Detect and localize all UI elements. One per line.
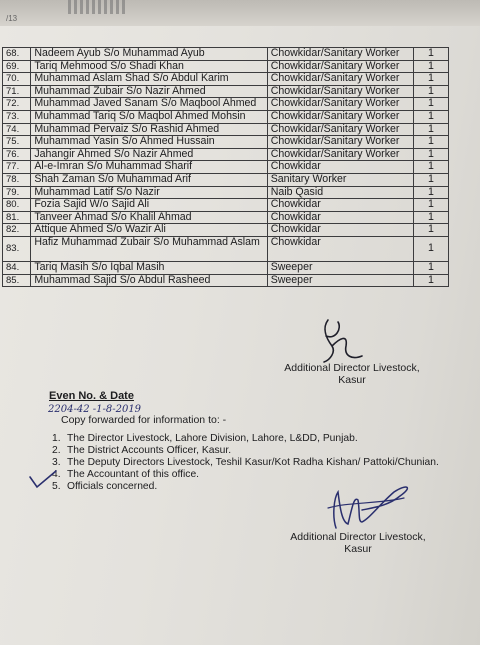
- name-cell: Muhammad Javed Sanam S/o Maqbool Ahmed: [31, 98, 267, 111]
- handwritten-reference-text: 2204-42 -1-8-2019: [48, 404, 142, 415]
- signatory-place: Kasur: [338, 374, 366, 386]
- serial-number-cell: 82.: [3, 224, 31, 237]
- name-cell: Fozia Sajid W/o Sajid Ali: [31, 199, 267, 212]
- designation-cell: Chowkidar/Sanitary Worker: [267, 48, 413, 61]
- serial-number-cell: 72.: [3, 98, 31, 111]
- copy-forwarded-line: Copy forwarded for information to: -: [61, 414, 227, 426]
- serial-number-cell: 80.: [3, 199, 31, 212]
- serial-number-cell: 85.: [3, 274, 31, 287]
- table-row: [3, 211, 449, 224]
- designation-cell: Chowkidar: [267, 199, 413, 212]
- designation-cell: Sweeper: [267, 261, 413, 274]
- count-cell: 1: [413, 73, 448, 86]
- signatory-designation: Additional Director Livestock,: [290, 531, 426, 543]
- table-row: [3, 186, 449, 199]
- designation-cell: Chowkidar/Sanitary Worker: [267, 136, 413, 149]
- table-row: [3, 110, 449, 123]
- count-cell: 1: [413, 236, 448, 261]
- name-cell: Hafiz Muhammad Zubair S/o Muhammad Aslam: [31, 236, 267, 261]
- name-cell: Muhammad Yasin S/o Ahmed Hussain: [31, 136, 267, 149]
- name-cell: Shah Zaman S/o Muhammad Arif: [31, 173, 267, 186]
- recipient-item: [52, 433, 439, 445]
- table-row: [3, 236, 449, 261]
- name-cell: Muhammad Sajid S/o Abdul Rasheed: [31, 274, 267, 287]
- designation-cell: Naib Qasid: [267, 186, 413, 199]
- name-cell: Jahangir Ahmed S/o Nazir Ahmed: [31, 148, 267, 161]
- designation-cell: Sanitary Worker: [267, 173, 413, 186]
- signature-1: [318, 316, 364, 366]
- table-row: [3, 173, 449, 186]
- serial-number-cell: 74.: [3, 123, 31, 136]
- count-cell: 1: [413, 211, 448, 224]
- count-cell: 1: [413, 60, 448, 73]
- designation-cell: Chowkidar: [267, 236, 413, 261]
- serial-number-cell: 76.: [3, 148, 31, 161]
- page-marker: /13: [6, 14, 18, 23]
- table-row: [3, 73, 449, 86]
- designation-cell: Chowkidar: [267, 211, 413, 224]
- recipient-number: 4.: [52, 469, 61, 480]
- designation-cell: Chowkidar/Sanitary Worker: [267, 110, 413, 123]
- name-cell: Muhammad Aslam Shad S/o Abdul Karim: [31, 73, 267, 86]
- signature-2: [318, 478, 414, 534]
- count-cell: 1: [413, 199, 448, 212]
- even-no-heading: Even No. & Date: [49, 390, 134, 402]
- table-row: [3, 161, 449, 174]
- designation-cell: Sweeper: [267, 274, 413, 287]
- name-cell: Muhammad Tariq S/o Maqbol Ahmed Mohsin: [31, 110, 267, 123]
- serial-number-cell: 68.: [3, 48, 31, 61]
- count-cell: 1: [413, 85, 448, 98]
- designation-cell: Chowkidar: [267, 161, 413, 174]
- designation-cell: Chowkidar/Sanitary Worker: [267, 60, 413, 73]
- table-row: [3, 261, 449, 274]
- count-cell: 1: [413, 173, 448, 186]
- table-row: [3, 199, 449, 212]
- table-row: [3, 85, 449, 98]
- name-cell: Al-e-Imran S/o Muhammad Sharif: [31, 161, 267, 174]
- count-cell: 1: [413, 98, 448, 111]
- serial-number-cell: 81.: [3, 211, 31, 224]
- recipient-text: Officials concerned.: [67, 481, 158, 492]
- serial-number-cell: 70.: [3, 73, 31, 86]
- count-cell: 1: [413, 274, 448, 287]
- serial-number-cell: 83.: [3, 236, 31, 261]
- table-row: [3, 136, 449, 149]
- recipient-number: 2.: [52, 445, 61, 456]
- name-cell: Nadeem Ayub S/o Muhammad Ayub: [31, 48, 267, 61]
- handwritten-reference: [48, 401, 168, 415]
- table-row: [3, 148, 449, 161]
- recipient-number: 1.: [52, 433, 61, 444]
- recipient-text: The Director Livestock, Lahore Division, Lahore, L&DD, Punjab.: [67, 433, 358, 444]
- signatory-place: Kasur: [344, 543, 372, 555]
- recipient-number: 5.: [52, 481, 61, 492]
- table-row: [3, 224, 449, 237]
- serial-number-cell: 79.: [3, 186, 31, 199]
- designation-cell: Chowkidar/Sanitary Worker: [267, 123, 413, 136]
- signature-2-title: [284, 531, 432, 555]
- serial-number-cell: 84.: [3, 261, 31, 274]
- recipient-text: The District Accounts Officer, Kasur.: [67, 445, 232, 456]
- recipient-item: [52, 445, 439, 457]
- serial-number-cell: 77.: [3, 161, 31, 174]
- designation-cell: Chowkidar/Sanitary Worker: [267, 85, 413, 98]
- name-cell: Tanveer Ahmad S/o Khalil Ahmad: [31, 211, 267, 224]
- table-row: [3, 98, 449, 111]
- count-cell: 1: [413, 186, 448, 199]
- count-cell: 1: [413, 224, 448, 237]
- staff-table: [2, 47, 449, 287]
- pen-tick-mark: [28, 469, 58, 491]
- recipient-text: The Deputy Directors Livestock, Teshil Kasur/Kot Radha Kishan/ Pattoki/Chunian.: [67, 457, 439, 468]
- serial-number-cell: 78.: [3, 173, 31, 186]
- signature-1-title: [282, 362, 422, 386]
- serial-number-cell: 69.: [3, 60, 31, 73]
- designation-cell: Chowkidar/Sanitary Worker: [267, 98, 413, 111]
- name-cell: Muhammad Pervaiz S/o Rashid Ahmed: [31, 123, 267, 136]
- count-cell: 1: [413, 123, 448, 136]
- count-cell: 1: [413, 48, 448, 61]
- count-cell: 1: [413, 110, 448, 123]
- name-cell: Attique Ahmed S/o Wazir Ali: [31, 224, 267, 237]
- name-cell: Tariq Mehmood S/o Shadi Khan: [31, 60, 267, 73]
- name-cell: Muhammad Latif S/o Nazir: [31, 186, 267, 199]
- name-cell: Muhammad Zubair S/o Nazir Ahmed: [31, 85, 267, 98]
- table-row: [3, 123, 449, 136]
- table-row: [3, 274, 449, 287]
- count-cell: 1: [413, 136, 448, 149]
- name-cell: Tariq Masih S/o Iqbal Masih: [31, 261, 267, 274]
- recipient-number: 3.: [52, 457, 61, 468]
- designation-cell: Chowkidar: [267, 224, 413, 237]
- signatory-designation: Additional Director Livestock,: [284, 362, 420, 374]
- designation-cell: Chowkidar/Sanitary Worker: [267, 148, 413, 161]
- serial-number-cell: 71.: [3, 85, 31, 98]
- recipient-text: The Accountant of this office.: [67, 469, 200, 480]
- designation-cell: Chowkidar/Sanitary Worker: [267, 73, 413, 86]
- count-cell: 1: [413, 261, 448, 274]
- table-row: [3, 48, 449, 61]
- letterhead-seal-fragment: [68, 0, 126, 14]
- serial-number-cell: 75.: [3, 136, 31, 149]
- serial-number-cell: 73.: [3, 110, 31, 123]
- count-cell: 1: [413, 148, 448, 161]
- table-row: [3, 60, 449, 73]
- page-top-shadow: [0, 0, 480, 26]
- count-cell: 1: [413, 161, 448, 174]
- recipient-item: [52, 457, 439, 469]
